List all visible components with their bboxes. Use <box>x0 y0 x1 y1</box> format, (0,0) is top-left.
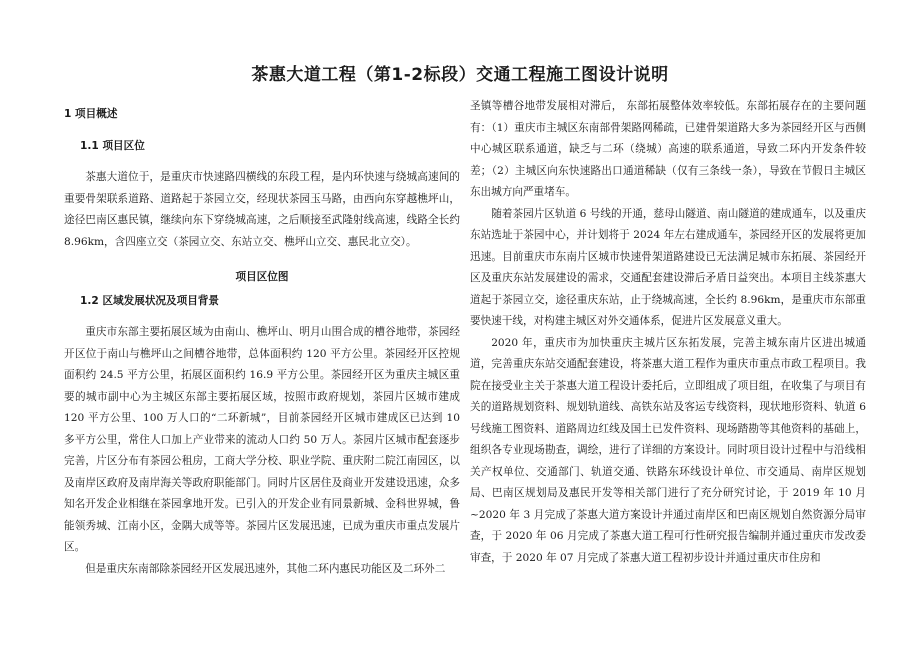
figure-caption: 项目区位图 <box>235 271 289 283</box>
section-1-1-paragraph: 茶惠大道位于，是重庆市快速路四横线的东段工程，是内环快速与绕城高速间的重要骨架联系道路、道路起于茶园立交，经现状茶园玉马路，由西向东穿越樵坪山，途径巴南区惠民镇，继续向东下穿绕城高速，之后顺接至武隆射线高速，线路全长约 8.96km，含四座立交（茶园立交、东站立交、樵坪山立交、惠民北立交）。 <box>64 171 460 248</box>
section-1-2-paragraph-continued: 但是重庆东南部除茶园经开区发展迅速外，其他二环内惠民功能区及二环外二 <box>85 562 446 575</box>
section-1-1-heading: 1.1 项目区位 <box>80 139 145 152</box>
left-column <box>64 104 460 580</box>
right-paragraph-1: 圣镇等槽谷地带发展相对滞后， 东部拓展整体效率较低。东部拓展存在的主要问题有：（1）重庆市主城区东南部骨架路网稀疏，已建骨架道路大多为茶园经开区与西侧中心城区联系通道，缺乏与二环（绕城）高速的联系通道，导致二环内开发条件较差；（2）主城区向东快速路出口通道稀缺（仅有三条线一条），导致在节假日主城区东出城方向严重堵车。 <box>470 100 866 198</box>
document-title: 茶惠大道工程（第1-2标段）交通工程施工图设计说明 <box>251 65 669 85</box>
section-1-heading: 1 项目概述 <box>64 108 118 120</box>
right-paragraph-3: 2020 年，重庆市为加快重庆主城片区东拓发展，完善主城东南片区进出城通道，完善重庆东站交通配套建设，将茶惠大道工程作为重庆市重点市政工程项目。我院在接受业主关于茶惠大道工程设计委托后，立即组成了项目组，在收集了与项目有关的道路规划资料、规划轨道线、高铁东站及客运专线资料，现状地形资料、轨道 6 号线施工图资料、道路周边红线及国土已发件资料、现场踏勘等其他资料的基础上，组织各专业现场勘查，调绘，进行了详细的方案设计。同时项目设计过程中与沿线相关产权单位、交通部门、轨道交通、铁路东环线设计单位、市交通局、南岸区规划局、巴南区规划局及惠民开发等相关部门进行了充分研究讨论，于 2019 年 10 月~2020 年 3 月完成了茶惠大道方案设计并通过南岸区和巴南区规划自然资源分局审查，于 2020 年 06 月完成了茶惠大道工程可行性研究报告编制并通过重庆市发改委审查，于 2020 年 07 月完成了茶惠大道工程初步设计并通过重庆市住房和 <box>470 336 866 564</box>
section-1-2-paragraph: 重庆市东部主要拓展区域为由南山、樵坪山、明月山围合成的槽谷地带，茶园经开区位于南山与樵坪山之间槽谷地带，总体面积约 120 平方公里。茶园经开区控规面积约 24.5 平方公里，拓展区面积约 16.9 平方公里。茶园经开区为重庆主城区重要的城市副中心为主城区东部主要拓展区域，按照市政府规划，茶园片区城市建成 120 平方公里、100 万人口的“二环新城”，目前茶园经开区城市建成区已达到 10 多平方公里，常住人口加上产业带来的流动人口约 50 万人。茶园片区城市配套逐步完善，片区分布有茶园公租房，工商大学分校、职业学院、重庆附二院江南园区，以及南岸区政府及南岸海关等政府职能部门。同时片区居住及商业开发建设迅速，众多知名开发企业相继在茶园拿地开发。已引入的开发企业有同景新城、金科世界城，鲁能领秀城、江南小区，金隅大成等等。茶园片区发展迅速，已成为重庆市重点发展片区。 <box>64 326 460 553</box>
right-column <box>470 96 866 569</box>
section-1-2-heading: 1.2 区域发展状况及项目背景 <box>80 294 219 307</box>
right-paragraph-2: 随着茶园片区轨道 6 号线的开通，慈母山隧道、南山隧道的建成通车，以及重庆东站选址于茶园中心，并计划将于 2024 年左右建成通车，茶园经开区的发展将更加迅速。目前重庆市东南片区城市快速骨架道路建设已无法满足城市东拓展、茶园经开区及重庆东站发展建设的需求，交通配套建设滞后矛盾日益突出。本项目主线茶惠大道起于茶园立交，途径重庆东站，止于绕城高速，全长约 8.96km，是重庆市东部重要快速干线，对构建主城区对外交通体系，促进片区发展意义重大。 <box>470 207 866 327</box>
